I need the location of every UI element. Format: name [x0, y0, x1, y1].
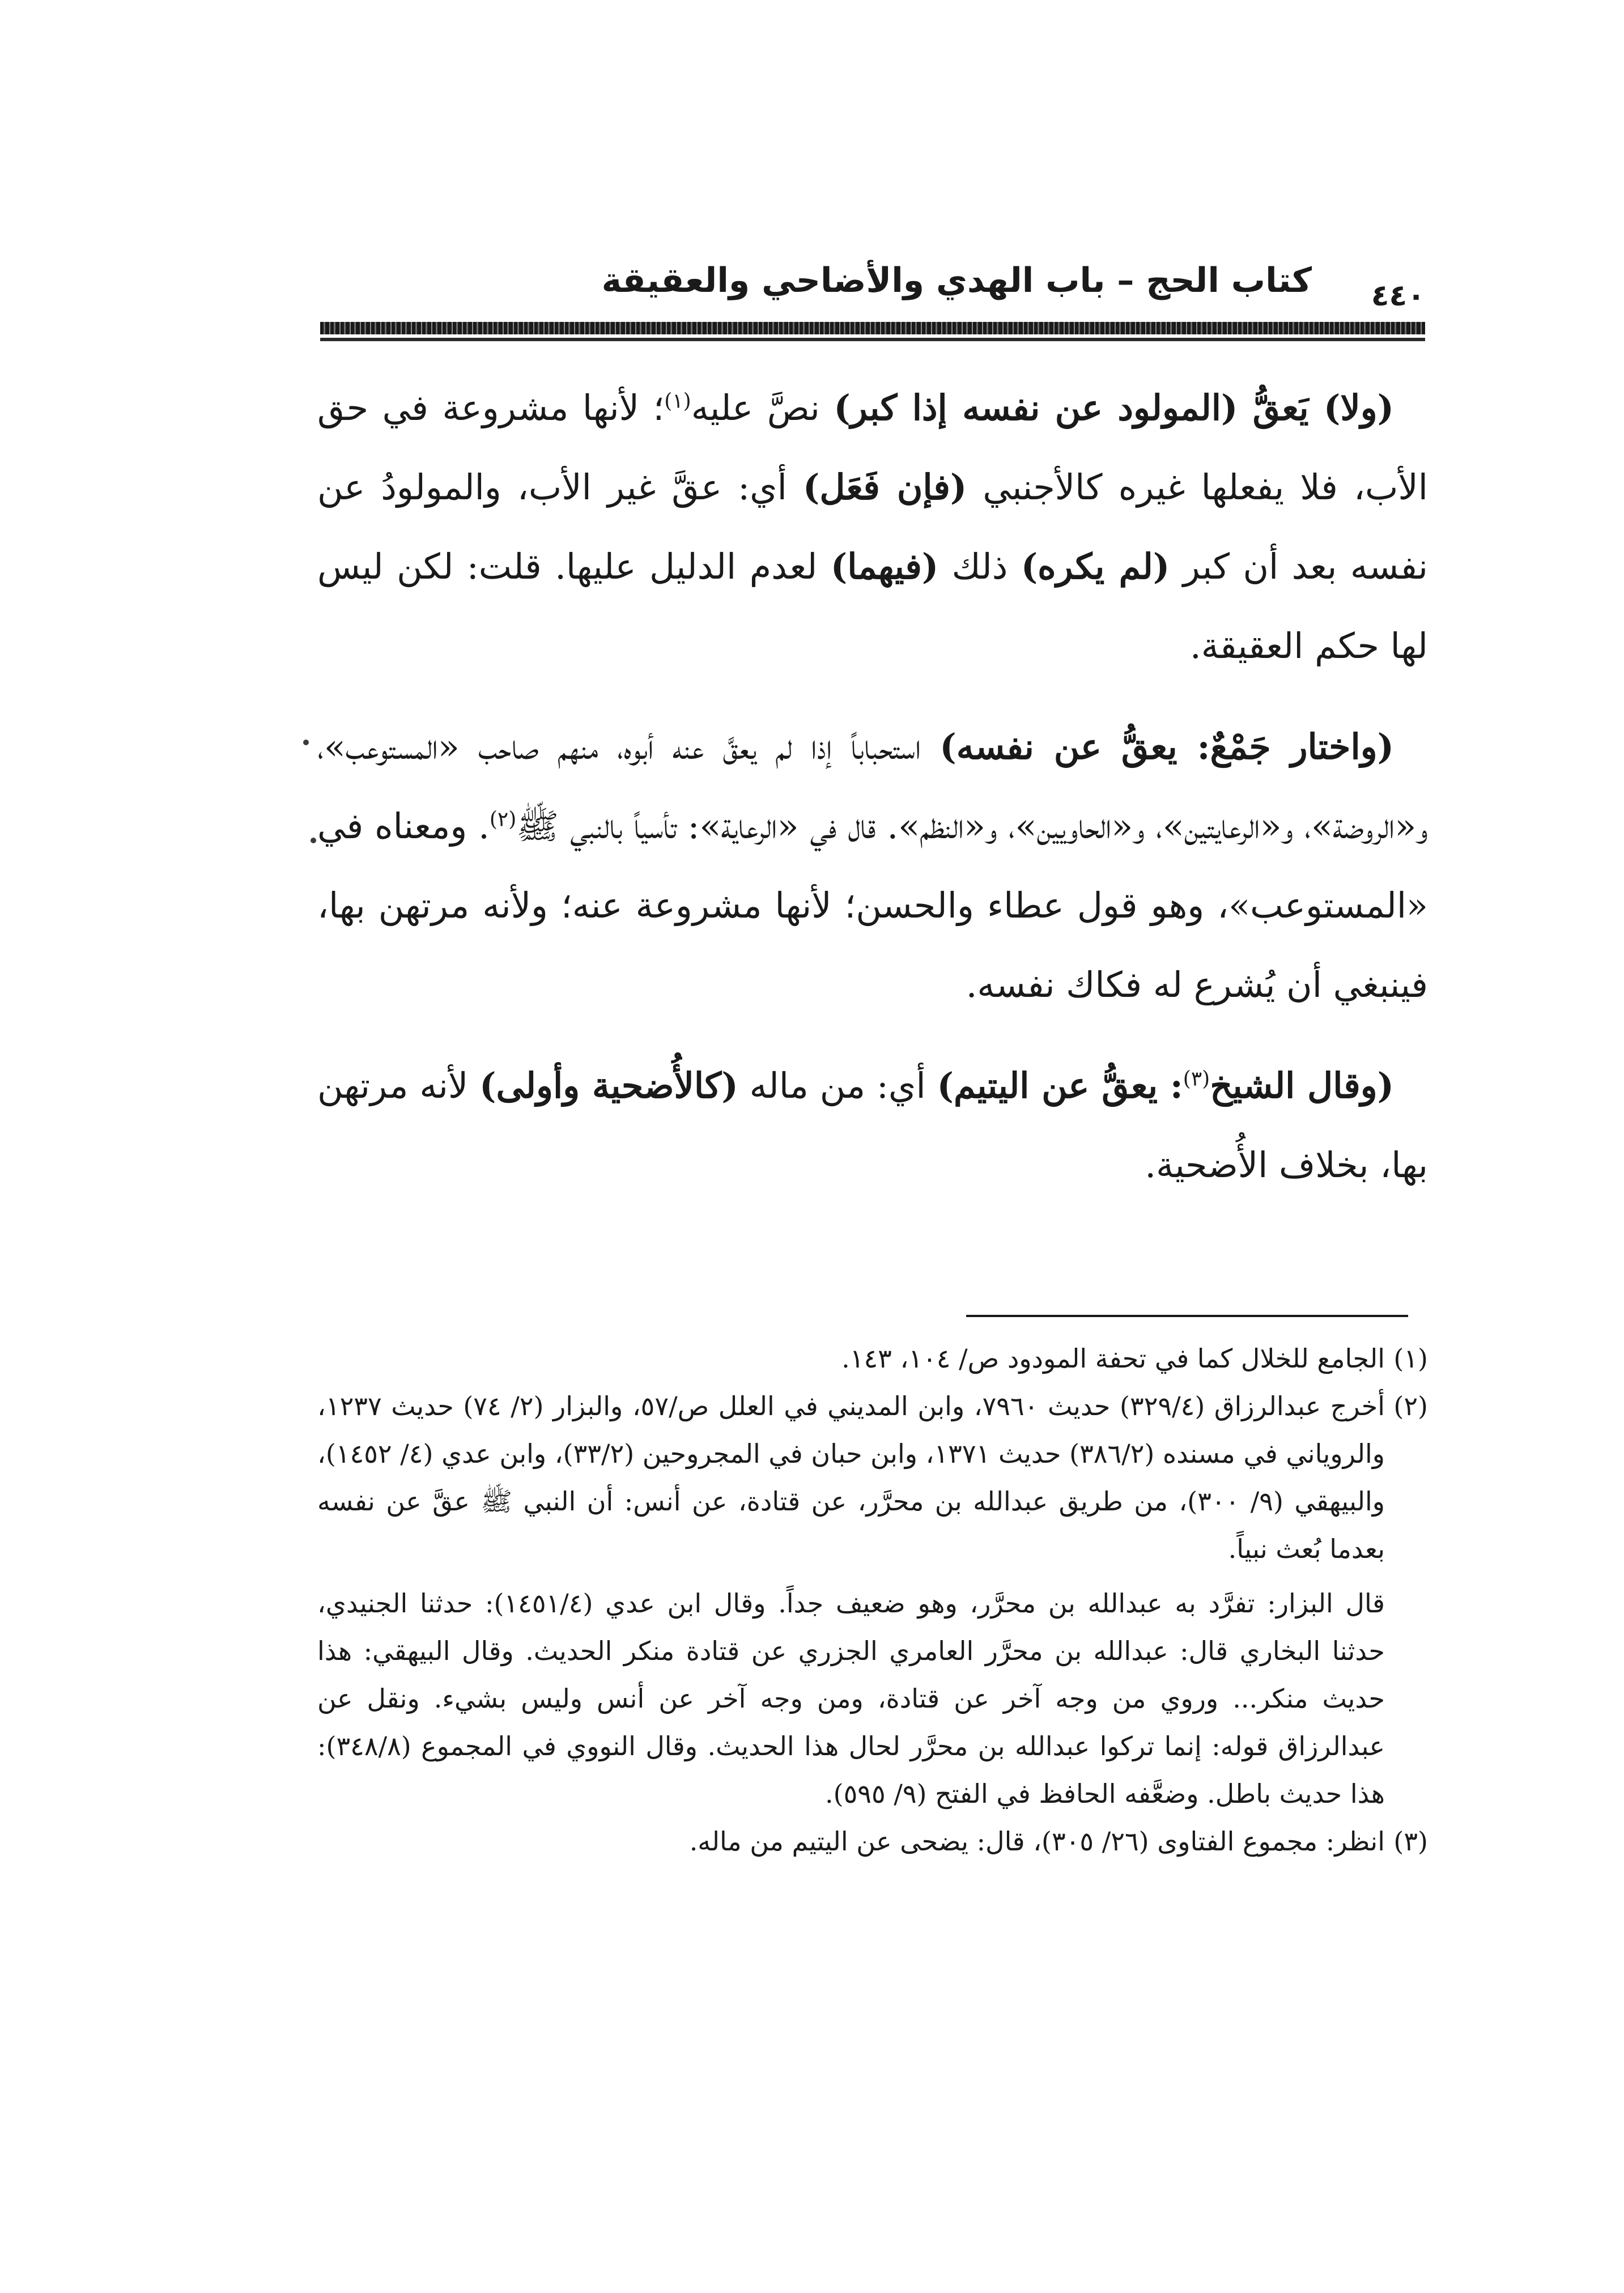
- sharh-text: ذلك: [938, 546, 1021, 587]
- paragraph-3: [317, 1046, 1428, 1205]
- header-rule-thin: [320, 338, 1425, 341]
- footnote-ref-3[interactable]: (٣): [1183, 1067, 1210, 1091]
- sharh-text: نصَّ عليه: [691, 387, 834, 428]
- footnote-body: [317, 1335, 1385, 1382]
- sharh-text: . ومعناه في «المستوعب»، وهو قول عطاء والحسن؛ لأنها مشروعة عنه؛ ولأنه مرتهن بها، فينبغي أن يُشرع له فكاك نفسه.: [317, 805, 1428, 1005]
- footnote-separator: [966, 1315, 1408, 1317]
- footnote-1: [317, 1335, 1428, 1382]
- footnote-2: [317, 1382, 1428, 1818]
- footnote-text: الجامع للخلال كما في تحفة المودود ص/ ١٠٤، ١٤٣.: [841, 1343, 1385, 1374]
- sharh-text: استحباباً إذا لم يعقَّ عنه أبوه، منهم صاحب «المستوعب»، و«الروضة»، و«الرعايتين»، و«الحاويين»، و«النظم». قال في «الرعاية»: تأسياً بالنبي ﷺ: [317, 726, 1428, 847]
- sharh-text: أي: عقَّ غير الأب، والمولودُ عن نفسه بعد أن كبر: [317, 466, 1428, 587]
- sharh-text: لأنه مرتهن بها، بخلاف الأُضحية.: [317, 1065, 1428, 1186]
- footnote-number: (٢): [1393, 1391, 1428, 1421]
- matn-text: : يعقُّ عن اليتيم): [937, 1065, 1183, 1106]
- chapter-title: كتاب الحج – باب الهدي والأضاحي والعقيقة: [601, 261, 1312, 300]
- footnote-body: [317, 1382, 1385, 1818]
- footnote-ref-1[interactable]: (١): [664, 389, 691, 413]
- matn-text: (لم يكره): [1021, 546, 1170, 587]
- matn-text: (ولا) يَعقُّ (المولود عن نفسه إذا كبر): [834, 387, 1394, 428]
- matn-text: (فإن فَعَل): [803, 466, 967, 508]
- main-text: [317, 368, 1428, 1226]
- footnotes: [317, 1335, 1428, 1865]
- paragraph-1: [317, 368, 1428, 686]
- scan-speck: [311, 838, 316, 843]
- footnote-body: [317, 1818, 1385, 1865]
- footnote-ref-2[interactable]: (٢): [489, 808, 517, 831]
- running-header: [320, 249, 1425, 317]
- matn-text: (واختار جَمْعٌ: يعقُّ عن نفسه): [939, 726, 1394, 767]
- header-rule-thick: [320, 322, 1425, 334]
- footnote-text: قال البزار: تفرَّد به عبدالله بن محرَّر، وهو ضعيف جداً. وقال ابن عدي (١٤٥١/٤): حدثنا الجنيدي، حدثنا البخاري قال: عبدالله بن محرَّر العامري الجزري عن قتادة منكر الحديث. وقال البيهقي: هذا حديث منكر... وروي من وجه آخر عن قتادة، ومن وجه آخر عن أنس وليس بشيء. ونقل عن عبدالرزاق قوله: إنما تركوا عبدالله بن محرَّر لحال هذا الحديث. وقال النووي في المجموع (٣٤٨/٨): هذا حديث باطل. وضعَّفه الحافظ في الفتح (٩/ ٥٩٥).: [317, 1588, 1385, 1809]
- sharh-text: ؛ لأنها مشروعة في حق الأب، فلا يفعلها غيره كالأجنبي: [317, 387, 1428, 508]
- scan-speck: [303, 740, 309, 745]
- footnote-number: (٣): [1393, 1826, 1428, 1857]
- page-number: ٤٤٠: [1371, 279, 1425, 313]
- footnote-3: [317, 1818, 1428, 1865]
- matn-text: (وقال الشيخ: [1210, 1065, 1395, 1106]
- footnote-text: أخرج عبدالرزاق (٣٢٩/٤) حديث ٧٩٦٠، وابن المديني في العلل ص/٥٧، والبزار (٢/ ٧٤) حديث ١٢٣٧، والروياني في مسنده (٣٨٦/٢) حديث ١٣٧١، وابن حبان في المجروحين (٣٣/٢)، وابن عدي (٤/ ١٤٥٢)، والبيهقي (٩/ ٣٠٠)، من طريق عبدالله بن محرَّر، عن قتادة، عن أنس: أن النبي ﷺ عقَّ عن نفسه بعدما بُعث نبياً.: [317, 1391, 1385, 1564]
- sharh-text: أي: من ماله: [738, 1065, 937, 1106]
- paragraph-2: [317, 707, 1428, 1025]
- footnote-text: انظر: مجموع الفتاوى (٢٦/ ٣٠٥)، قال: يضحى عن اليتيم من ماله.: [689, 1826, 1385, 1857]
- matn-text: (فيهما): [830, 546, 939, 587]
- sharh-text: لعدم الدليل عليها. قلت: لكن ليس لها حكم العقيقة.: [317, 546, 1428, 666]
- matn-text: (كالأُضحية وأولى): [479, 1065, 738, 1106]
- footnote-number: (١): [1393, 1343, 1428, 1374]
